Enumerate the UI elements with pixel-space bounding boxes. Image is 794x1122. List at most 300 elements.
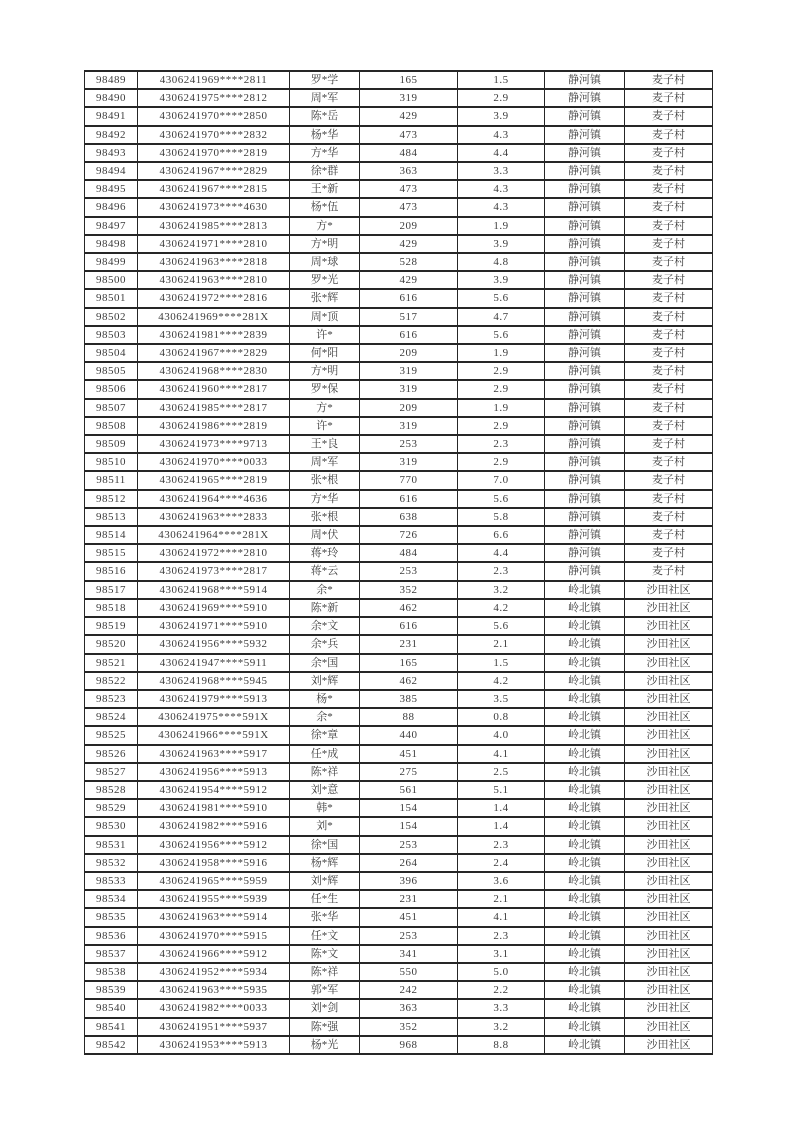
amount-cell: 253 xyxy=(360,435,458,453)
amount-cell: 319 xyxy=(360,453,458,471)
seq-number-cell: 98516 xyxy=(85,562,138,580)
rate-cell: 2.9 xyxy=(458,89,545,107)
table-row xyxy=(85,1018,713,1036)
id-number-cell: 4306241963****5917 xyxy=(138,745,290,763)
rate-cell: 1.9 xyxy=(458,217,545,235)
rate-cell: 2.3 xyxy=(458,562,545,580)
id-number-cell: 4306241963****2833 xyxy=(138,508,290,526)
amount-cell: 616 xyxy=(360,289,458,307)
seq-number-cell: 98541 xyxy=(85,1018,138,1036)
amount-cell: 429 xyxy=(360,107,458,125)
table-row xyxy=(85,763,713,781)
rate-cell: 3.1 xyxy=(458,945,545,963)
seq-number-cell: 98540 xyxy=(85,999,138,1017)
village-cell: 沙田社区 xyxy=(625,799,713,817)
name-cell: 张*根 xyxy=(290,508,360,526)
town-cell: 岭北镇 xyxy=(545,763,625,781)
table-row xyxy=(85,872,713,890)
amount-cell: 484 xyxy=(360,144,458,162)
table-row xyxy=(85,690,713,708)
seq-number-cell: 98509 xyxy=(85,435,138,453)
amount-cell: 242 xyxy=(360,981,458,999)
rate-cell: 5.1 xyxy=(458,781,545,799)
town-cell: 岭北镇 xyxy=(545,836,625,854)
amount-cell: 165 xyxy=(360,71,458,89)
name-cell: 周*伏 xyxy=(290,526,360,544)
village-cell: 沙田社区 xyxy=(625,745,713,763)
amount-cell: 154 xyxy=(360,817,458,835)
amount-cell: 473 xyxy=(360,180,458,198)
id-number-cell: 4306241971****2810 xyxy=(138,235,290,253)
seq-number-cell: 98500 xyxy=(85,271,138,289)
name-cell: 余* xyxy=(290,581,360,599)
seq-number-cell: 98511 xyxy=(85,471,138,489)
amount-cell: 528 xyxy=(360,253,458,271)
id-number-cell: 4306241979****5913 xyxy=(138,690,290,708)
seq-number-cell: 98499 xyxy=(85,253,138,271)
town-cell: 静河镇 xyxy=(545,107,625,125)
seq-number-cell: 98515 xyxy=(85,544,138,562)
town-cell: 岭北镇 xyxy=(545,927,625,945)
village-cell: 沙田社区 xyxy=(625,945,713,963)
name-cell: 周*球 xyxy=(290,253,360,271)
amount-cell: 165 xyxy=(360,654,458,672)
amount-cell: 352 xyxy=(360,1018,458,1036)
amount-cell: 385 xyxy=(360,690,458,708)
village-cell: 麦子村 xyxy=(625,89,713,107)
name-cell: 陈*岳 xyxy=(290,107,360,125)
town-cell: 静河镇 xyxy=(545,490,625,508)
table-row xyxy=(85,635,713,653)
table-row xyxy=(85,654,713,672)
amount-cell: 341 xyxy=(360,945,458,963)
table-row xyxy=(85,435,713,453)
name-cell: 方* xyxy=(290,399,360,417)
town-cell: 静河镇 xyxy=(545,198,625,216)
name-cell: 罗*保 xyxy=(290,380,360,398)
name-cell: 韩* xyxy=(290,799,360,817)
name-cell: 杨*光 xyxy=(290,1036,360,1054)
rate-cell: 4.3 xyxy=(458,180,545,198)
amount-cell: 396 xyxy=(360,872,458,890)
id-number-cell: 4306241968****2830 xyxy=(138,362,290,380)
table-row xyxy=(85,217,713,235)
village-cell: 麦子村 xyxy=(625,508,713,526)
amount-cell: 638 xyxy=(360,508,458,526)
amount-cell: 264 xyxy=(360,854,458,872)
table-row xyxy=(85,745,713,763)
name-cell: 徐*章 xyxy=(290,726,360,744)
rate-cell: 3.2 xyxy=(458,1018,545,1036)
town-cell: 岭北镇 xyxy=(545,672,625,690)
table-row xyxy=(85,781,713,799)
town-cell: 岭北镇 xyxy=(545,745,625,763)
town-cell: 岭北镇 xyxy=(545,581,625,599)
town-cell: 静河镇 xyxy=(545,217,625,235)
seq-number-cell: 98495 xyxy=(85,180,138,198)
table-row xyxy=(85,836,713,854)
village-cell: 沙田社区 xyxy=(625,581,713,599)
seq-number-cell: 98523 xyxy=(85,690,138,708)
amount-cell: 209 xyxy=(360,217,458,235)
town-cell: 静河镇 xyxy=(545,289,625,307)
table-row xyxy=(85,235,713,253)
village-cell: 沙田社区 xyxy=(625,890,713,908)
table-body xyxy=(85,71,713,1054)
village-cell: 麦子村 xyxy=(625,271,713,289)
seq-number-cell: 98492 xyxy=(85,126,138,144)
roster-table xyxy=(84,70,713,1055)
seq-number-cell: 98537 xyxy=(85,945,138,963)
amount-cell: 726 xyxy=(360,526,458,544)
table-row xyxy=(85,71,713,89)
id-number-cell: 4306241986****2819 xyxy=(138,417,290,435)
village-cell: 麦子村 xyxy=(625,435,713,453)
rate-cell: 2.3 xyxy=(458,435,545,453)
seq-number-cell: 98508 xyxy=(85,417,138,435)
seq-number-cell: 98525 xyxy=(85,726,138,744)
town-cell: 岭北镇 xyxy=(545,854,625,872)
village-cell: 麦子村 xyxy=(625,217,713,235)
village-cell: 沙田社区 xyxy=(625,836,713,854)
seq-number-cell: 98493 xyxy=(85,144,138,162)
name-cell: 方*明 xyxy=(290,362,360,380)
id-number-cell: 4306241964****4636 xyxy=(138,490,290,508)
id-number-cell: 4306241956****5912 xyxy=(138,836,290,854)
amount-cell: 616 xyxy=(360,490,458,508)
rate-cell: 3.3 xyxy=(458,162,545,180)
seq-number-cell: 98501 xyxy=(85,289,138,307)
name-cell: 余* xyxy=(290,708,360,726)
table-row xyxy=(85,380,713,398)
town-cell: 静河镇 xyxy=(545,144,625,162)
village-cell: 麦子村 xyxy=(625,198,713,216)
village-cell: 沙田社区 xyxy=(625,726,713,744)
id-number-cell: 4306241967****2829 xyxy=(138,344,290,362)
table-row xyxy=(85,253,713,271)
name-cell: 周*军 xyxy=(290,89,360,107)
amount-cell: 154 xyxy=(360,799,458,817)
town-cell: 静河镇 xyxy=(545,271,625,289)
village-cell: 麦子村 xyxy=(625,180,713,198)
name-cell: 罗*光 xyxy=(290,271,360,289)
table-row xyxy=(85,308,713,326)
seq-number-cell: 98491 xyxy=(85,107,138,125)
town-cell: 静河镇 xyxy=(545,71,625,89)
amount-cell: 473 xyxy=(360,198,458,216)
seq-number-cell: 98533 xyxy=(85,872,138,890)
amount-cell: 561 xyxy=(360,781,458,799)
id-number-cell: 4306241970****5915 xyxy=(138,927,290,945)
amount-cell: 253 xyxy=(360,927,458,945)
rate-cell: 3.6 xyxy=(458,872,545,890)
name-cell: 张*根 xyxy=(290,471,360,489)
seq-number-cell: 98503 xyxy=(85,326,138,344)
seq-number-cell: 98514 xyxy=(85,526,138,544)
amount-cell: 770 xyxy=(360,471,458,489)
town-cell: 岭北镇 xyxy=(545,1018,625,1036)
name-cell: 刘*辉 xyxy=(290,672,360,690)
town-cell: 静河镇 xyxy=(545,380,625,398)
amount-cell: 319 xyxy=(360,89,458,107)
seq-number-cell: 98536 xyxy=(85,927,138,945)
id-number-cell: 4306241975****591X xyxy=(138,708,290,726)
name-cell: 余*兵 xyxy=(290,635,360,653)
rate-cell: 5.6 xyxy=(458,289,545,307)
name-cell: 蒋*玲 xyxy=(290,544,360,562)
town-cell: 岭北镇 xyxy=(545,799,625,817)
id-number-cell: 4306241968****5914 xyxy=(138,581,290,599)
town-cell: 岭北镇 xyxy=(545,981,625,999)
village-cell: 麦子村 xyxy=(625,144,713,162)
id-number-cell: 4306241981****2839 xyxy=(138,326,290,344)
town-cell: 静河镇 xyxy=(545,180,625,198)
town-cell: 岭北镇 xyxy=(545,872,625,890)
id-number-cell: 4306241955****5939 xyxy=(138,890,290,908)
table-row xyxy=(85,180,713,198)
name-cell: 周*军 xyxy=(290,453,360,471)
rate-cell: 2.9 xyxy=(458,453,545,471)
table-row xyxy=(85,908,713,926)
town-cell: 静河镇 xyxy=(545,326,625,344)
rate-cell: 4.3 xyxy=(458,198,545,216)
amount-cell: 319 xyxy=(360,380,458,398)
seq-number-cell: 98532 xyxy=(85,854,138,872)
rate-cell: 3.9 xyxy=(458,271,545,289)
rate-cell: 2.3 xyxy=(458,836,545,854)
amount-cell: 231 xyxy=(360,635,458,653)
village-cell: 麦子村 xyxy=(625,380,713,398)
town-cell: 静河镇 xyxy=(545,399,625,417)
id-number-cell: 4306241970****2850 xyxy=(138,107,290,125)
town-cell: 静河镇 xyxy=(545,89,625,107)
village-cell: 沙田社区 xyxy=(625,927,713,945)
rate-cell: 6.6 xyxy=(458,526,545,544)
village-cell: 麦子村 xyxy=(625,453,713,471)
seq-number-cell: 98526 xyxy=(85,745,138,763)
rate-cell: 2.3 xyxy=(458,927,545,945)
town-cell: 静河镇 xyxy=(545,362,625,380)
name-cell: 许* xyxy=(290,326,360,344)
id-number-cell: 4306241953****5913 xyxy=(138,1036,290,1054)
amount-cell: 319 xyxy=(360,362,458,380)
rate-cell: 4.8 xyxy=(458,253,545,271)
table-row xyxy=(85,162,713,180)
seq-number-cell: 98539 xyxy=(85,981,138,999)
rate-cell: 2.9 xyxy=(458,362,545,380)
name-cell: 张*华 xyxy=(290,908,360,926)
table-row xyxy=(85,144,713,162)
id-number-cell: 4306241956****5913 xyxy=(138,763,290,781)
id-number-cell: 4306241982****0033 xyxy=(138,999,290,1017)
rate-cell: 2.9 xyxy=(458,380,545,398)
town-cell: 岭北镇 xyxy=(545,963,625,981)
village-cell: 麦子村 xyxy=(625,326,713,344)
village-cell: 沙田社区 xyxy=(625,872,713,890)
rate-cell: 8.8 xyxy=(458,1036,545,1054)
village-cell: 麦子村 xyxy=(625,71,713,89)
town-cell: 静河镇 xyxy=(545,508,625,526)
town-cell: 静河镇 xyxy=(545,308,625,326)
table-row xyxy=(85,890,713,908)
rate-cell: 2.5 xyxy=(458,763,545,781)
amount-cell: 363 xyxy=(360,999,458,1017)
seq-number-cell: 98505 xyxy=(85,362,138,380)
village-cell: 沙田社区 xyxy=(625,617,713,635)
village-cell: 沙田社区 xyxy=(625,690,713,708)
seq-number-cell: 98507 xyxy=(85,399,138,417)
amount-cell: 429 xyxy=(360,271,458,289)
table-row xyxy=(85,708,713,726)
id-number-cell: 4306241970****2832 xyxy=(138,126,290,144)
town-cell: 静河镇 xyxy=(545,126,625,144)
table-row xyxy=(85,999,713,1017)
name-cell: 徐*国 xyxy=(290,836,360,854)
village-cell: 沙田社区 xyxy=(625,781,713,799)
table-row xyxy=(85,544,713,562)
town-cell: 岭北镇 xyxy=(545,599,625,617)
amount-cell: 319 xyxy=(360,417,458,435)
id-number-cell: 4306241963****5935 xyxy=(138,981,290,999)
village-cell: 麦子村 xyxy=(625,399,713,417)
name-cell: 方*华 xyxy=(290,144,360,162)
id-number-cell: 4306241972****2816 xyxy=(138,289,290,307)
id-number-cell: 4306241963****2818 xyxy=(138,253,290,271)
village-cell: 麦子村 xyxy=(625,107,713,125)
rate-cell: 3.2 xyxy=(458,581,545,599)
table-row xyxy=(85,854,713,872)
amount-cell: 484 xyxy=(360,544,458,562)
town-cell: 静河镇 xyxy=(545,526,625,544)
id-number-cell: 4306241975****2812 xyxy=(138,89,290,107)
name-cell: 余*文 xyxy=(290,617,360,635)
seq-number-cell: 98496 xyxy=(85,198,138,216)
id-number-cell: 4306241963****2810 xyxy=(138,271,290,289)
id-number-cell: 4306241969****5910 xyxy=(138,599,290,617)
seq-number-cell: 98527 xyxy=(85,763,138,781)
seq-number-cell: 98510 xyxy=(85,453,138,471)
town-cell: 静河镇 xyxy=(545,435,625,453)
name-cell: 任*生 xyxy=(290,890,360,908)
amount-cell: 275 xyxy=(360,763,458,781)
town-cell: 静河镇 xyxy=(545,471,625,489)
village-cell: 麦子村 xyxy=(625,253,713,271)
village-cell: 麦子村 xyxy=(625,126,713,144)
town-cell: 岭北镇 xyxy=(545,781,625,799)
rate-cell: 4.1 xyxy=(458,908,545,926)
table-row xyxy=(85,453,713,471)
town-cell: 岭北镇 xyxy=(545,654,625,672)
village-cell: 麦子村 xyxy=(625,562,713,580)
name-cell: 郭*军 xyxy=(290,981,360,999)
rate-cell: 2.1 xyxy=(458,890,545,908)
village-cell: 麦子村 xyxy=(625,362,713,380)
town-cell: 岭北镇 xyxy=(545,890,625,908)
table-row xyxy=(85,89,713,107)
table-row xyxy=(85,126,713,144)
seq-number-cell: 98494 xyxy=(85,162,138,180)
village-cell: 麦子村 xyxy=(625,526,713,544)
seq-number-cell: 98489 xyxy=(85,71,138,89)
village-cell: 沙田社区 xyxy=(625,763,713,781)
name-cell: 刘*意 xyxy=(290,781,360,799)
table-row xyxy=(85,981,713,999)
village-cell: 沙田社区 xyxy=(625,635,713,653)
amount-cell: 616 xyxy=(360,617,458,635)
amount-cell: 429 xyxy=(360,235,458,253)
id-number-cell: 4306241967****2815 xyxy=(138,180,290,198)
village-cell: 沙田社区 xyxy=(625,1018,713,1036)
rate-cell: 3.9 xyxy=(458,235,545,253)
amount-cell: 253 xyxy=(360,836,458,854)
town-cell: 岭北镇 xyxy=(545,945,625,963)
name-cell: 蒋*云 xyxy=(290,562,360,580)
village-cell: 沙田社区 xyxy=(625,981,713,999)
table-row xyxy=(85,927,713,945)
name-cell: 杨*伍 xyxy=(290,198,360,216)
town-cell: 岭北镇 xyxy=(545,635,625,653)
rate-cell: 4.3 xyxy=(458,126,545,144)
amount-cell: 473 xyxy=(360,126,458,144)
seq-number-cell: 98521 xyxy=(85,654,138,672)
rate-cell: 1.5 xyxy=(458,654,545,672)
table-row xyxy=(85,817,713,835)
rate-cell: 1.5 xyxy=(458,71,545,89)
id-number-cell: 4306241970****2819 xyxy=(138,144,290,162)
village-cell: 沙田社区 xyxy=(625,908,713,926)
seq-number-cell: 98534 xyxy=(85,890,138,908)
name-cell: 陈*新 xyxy=(290,599,360,617)
name-cell: 刘*剑 xyxy=(290,999,360,1017)
rate-cell: 5.6 xyxy=(458,326,545,344)
town-cell: 岭北镇 xyxy=(545,1036,625,1054)
table-row xyxy=(85,399,713,417)
id-number-cell: 4306241965****2819 xyxy=(138,471,290,489)
seq-number-cell: 98498 xyxy=(85,235,138,253)
seq-number-cell: 98506 xyxy=(85,380,138,398)
rate-cell: 5.6 xyxy=(458,617,545,635)
village-cell: 麦子村 xyxy=(625,471,713,489)
seq-number-cell: 98520 xyxy=(85,635,138,653)
seq-number-cell: 98531 xyxy=(85,836,138,854)
town-cell: 静河镇 xyxy=(545,453,625,471)
village-cell: 沙田社区 xyxy=(625,708,713,726)
rate-cell: 2.9 xyxy=(458,417,545,435)
id-number-cell: 4306241985****2817 xyxy=(138,399,290,417)
town-cell: 岭北镇 xyxy=(545,999,625,1017)
village-cell: 沙田社区 xyxy=(625,999,713,1017)
village-cell: 沙田社区 xyxy=(625,963,713,981)
seq-number-cell: 98524 xyxy=(85,708,138,726)
table-row xyxy=(85,1036,713,1054)
amount-cell: 231 xyxy=(360,890,458,908)
seq-number-cell: 98530 xyxy=(85,817,138,835)
table-row xyxy=(85,362,713,380)
name-cell: 杨*华 xyxy=(290,126,360,144)
town-cell: 静河镇 xyxy=(545,562,625,580)
rate-cell: 5.6 xyxy=(458,490,545,508)
id-number-cell: 4306241971****5910 xyxy=(138,617,290,635)
seq-number-cell: 98502 xyxy=(85,308,138,326)
rate-cell: 1.9 xyxy=(458,344,545,362)
town-cell: 岭北镇 xyxy=(545,708,625,726)
table-row xyxy=(85,326,713,344)
name-cell: 罗*学 xyxy=(290,71,360,89)
table-row xyxy=(85,599,713,617)
amount-cell: 550 xyxy=(360,963,458,981)
name-cell: 王*新 xyxy=(290,180,360,198)
id-number-cell: 4306241972****2810 xyxy=(138,544,290,562)
